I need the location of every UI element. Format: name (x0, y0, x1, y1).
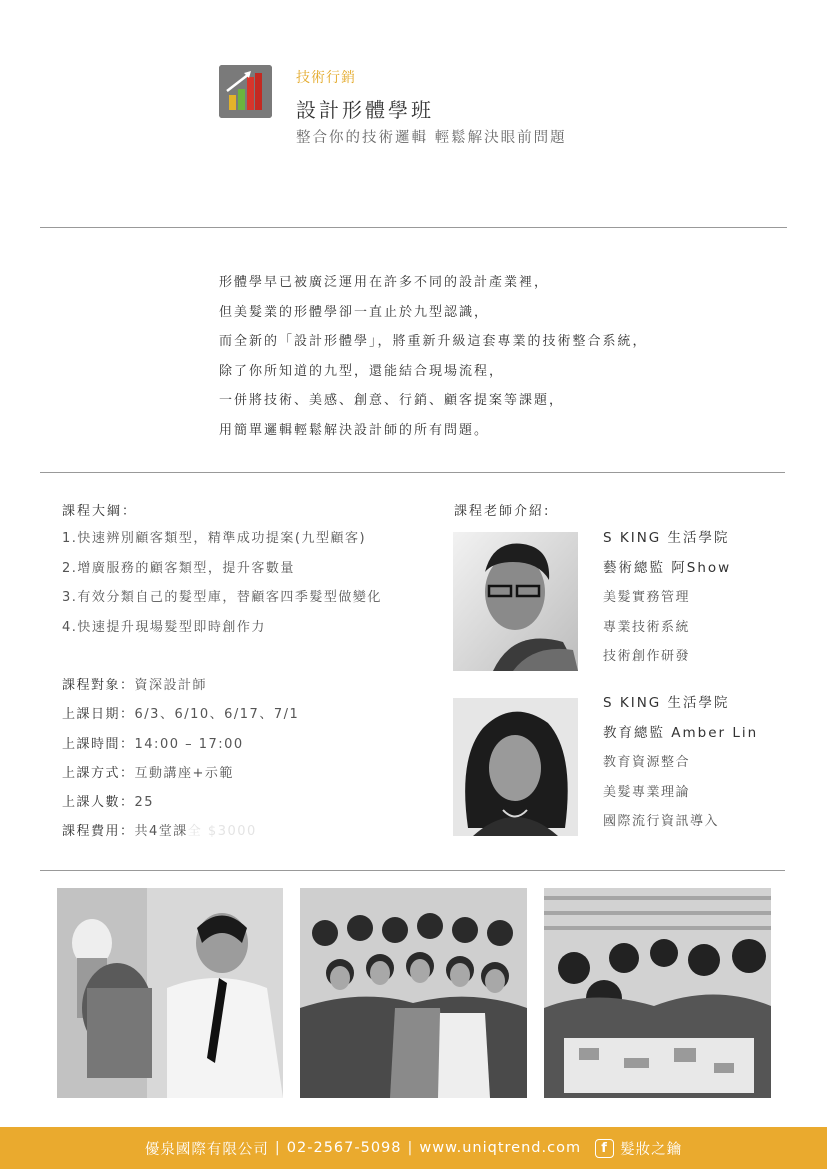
info-value: 共4堂課 (134, 824, 188, 840)
info-row-dates (62, 700, 299, 729)
teacher-photo-ashow (453, 532, 578, 671)
info-row-time (62, 730, 299, 759)
intro-line: 用簡單邏輯輕鬆解決設計師的所有問題。 (219, 422, 490, 438)
teacher-skill: 教育資源整合 (603, 755, 691, 770)
intro-line: 但美髮業的形體學卻一直止於九型認識， (219, 304, 490, 320)
outline-title: 課程大綱： (62, 504, 138, 519)
teacher-skill: 美髮實務管理 (603, 590, 691, 605)
teacher-skill: 國際流行資訊導入 (603, 814, 720, 829)
divider-top (40, 227, 787, 228)
info-value: 6/3、6/10、6/17、7/1 (134, 707, 300, 723)
facebook-icon[interactable]: f (595, 1139, 614, 1158)
fee-faded-value: 全 $3000 (187, 824, 257, 840)
info-value: 25 (134, 795, 155, 811)
teacher-school: S KING 生活學院 (603, 530, 730, 546)
teachers-title: 課程老師介紹: (454, 504, 551, 519)
divider-bottom (40, 870, 785, 871)
teacher-skill: 專業技術系統 (603, 619, 691, 635)
info-row-audience (62, 671, 299, 700)
intro-line: 而全新的「設計形體學」，將重新升級這套專業的技術整合系統， (219, 334, 648, 349)
footer-company: 優泉國際有限公司 (144, 1141, 269, 1158)
outline-item: 2.增廣服務的顧客類型，提升客數量 (62, 560, 295, 576)
growth-chart-icon (219, 65, 272, 118)
footer-website[interactable]: www.uniqtrend.com (419, 1140, 582, 1156)
course-info (62, 671, 299, 847)
outline-item: 1.快速辨別顧客類型，精準成功提案(九型顧客) (62, 531, 367, 546)
teacher-skill: 美髮專業理論 (603, 784, 691, 800)
intro-paragraph (219, 268, 779, 445)
info-row-capacity (62, 788, 299, 817)
teacher-role: 教育總監 Amber Lin (603, 724, 759, 741)
teacher-info-ashow (603, 524, 731, 672)
info-row-method (62, 759, 299, 788)
teacher-info-amber (603, 689, 758, 837)
intro-line: 除了你所知道的九型，還能結合現場流程， (219, 363, 505, 379)
footer-separator: | (407, 1140, 414, 1156)
class-photo-students (544, 888, 771, 1098)
footer-bar (0, 1127, 827, 1169)
info-row-fee (62, 817, 299, 846)
info-key: 上課時間： (62, 736, 135, 752)
header-tag: 技術行銷 (296, 70, 356, 86)
class-photo-demo (57, 888, 283, 1098)
info-key: 上課方式： (62, 765, 135, 781)
outline-item: 3.有效分類自己的髮型庫，替顧客四季髮型做變化 (62, 590, 382, 605)
info-value: 資深設計師 (134, 678, 208, 693)
divider-middle (40, 472, 785, 473)
intro-line: 形體學早已被廣泛運用在許多不同的設計產業裡， (219, 275, 550, 290)
outline-list (62, 524, 382, 642)
footer-fb-name[interactable]: 髮妝之鑰 (620, 1141, 683, 1158)
class-photo-group (300, 888, 527, 1098)
footer-phone[interactable]: 02-2567-5098 (286, 1140, 402, 1156)
info-key: 上課人數： (62, 795, 135, 811)
footer-separator: | (274, 1140, 281, 1156)
intro-line: 一併將技術、美感、創意、行銷、顧客提案等課題， (219, 393, 565, 408)
outline-item: 4.快速提升現場髮型即時創作力 (62, 619, 266, 635)
page-subtitle: 整合你的技術邏輯 輕鬆解決眼前問題 (296, 130, 567, 146)
teacher-role: 藝術總監 阿Show (603, 559, 732, 576)
info-key: 課程費用： (62, 824, 135, 840)
info-key: 課程對象： (62, 678, 135, 693)
info-value: 互動講座+示範 (134, 765, 234, 781)
teacher-skill: 技術創作研發 (603, 649, 691, 664)
page-title: 設計形體學班 (296, 98, 434, 122)
teacher-school: S KING 生活學院 (603, 695, 730, 711)
info-value: 14:00 – 17:00 (134, 736, 244, 752)
teacher-photo-amber (453, 698, 578, 836)
info-key: 上課日期： (62, 707, 135, 723)
